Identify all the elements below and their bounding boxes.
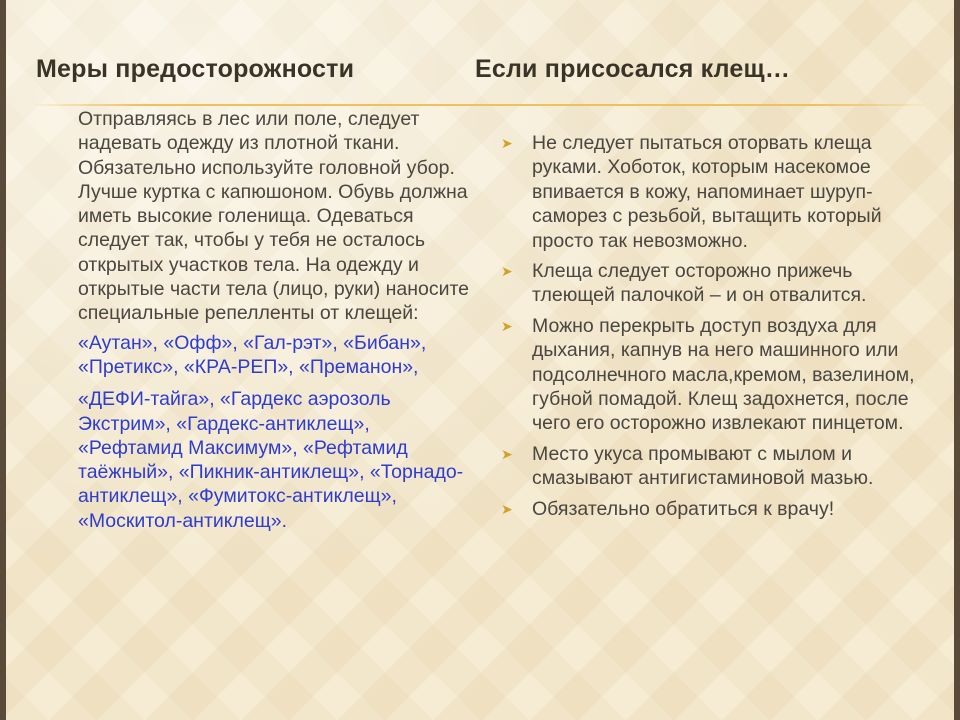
heading-precautions: Меры предосторожности (36, 55, 355, 83)
list-item: ➤ Обязательно обратиться к врачу! (501, 497, 835, 520)
right-border (954, 0, 960, 720)
tick-actions-column (496, 131, 916, 527)
heading-tick-attached: Если присосался клещ… (475, 55, 791, 83)
list-item: ➤ Можно перекрыть доступ воздуха для дыхания, капнув на него машинного или подсолнечного масла,кремом, вазелином, губной помадой. Клещ задохнется, после чего его осторожно извлекают пинцетом. (501, 314, 915, 435)
header-divider (36, 104, 924, 106)
list-item: ➤ Не следует пытаться оторвать клеща руками. Хоботок, которым насекомое впивается в кожу, напоминает шуруп-саморез с резьбой, вытащить который просто так невозможно. (501, 132, 882, 252)
arrow-bullet-icon: ➤ (501, 445, 513, 462)
arrow-bullet-icon: ➤ (501, 263, 513, 280)
tick-actions-list (496, 131, 916, 521)
precautions-text: Отправляясь в лес или поле, следует надевать одежду из плотной ткани. Обязательно используйте головной убор. Лучше куртка с капюшоном. Обувь должна иметь высокие голенища. Одеваться следует так, чтобы у тебя не осталось открытых участков тела. На одежду и открытые части тела (лицо, руки) наносите специальные репелленты от клещей: (78, 108, 470, 325)
arrow-bullet-icon: ➤ (501, 500, 513, 517)
precautions-column (78, 107, 473, 533)
list-item: ➤ Место укуса промывают с мылом и смазывают антигистаминовой мазью. (501, 442, 874, 490)
repellent-list-2: «ДЕФИ-тайга», «Гардекс аэрозоль Экстрим», «Гардекс-антиклещ», «Рефтамид Максимум», «Рефтамид таёжный», «Пикник-антиклещ», «Торнадо-антиклещ», «Фумитокс-антиклещ», «Москитол-антиклещ». (78, 388, 464, 532)
left-border (0, 0, 6, 720)
arrow-bullet-icon: ➤ (501, 135, 513, 151)
repellent-list-1: «Аутан», «Офф», «Гал-рэт», «Бибан», «Претикс», «КРА-РЕП», «Преманон», (78, 331, 427, 378)
arrow-bullet-icon: ➤ (501, 317, 513, 334)
list-item: ➤ Клеща следует осторожно прижечь тлеющей палочкой – и он отвалится. (501, 260, 867, 307)
